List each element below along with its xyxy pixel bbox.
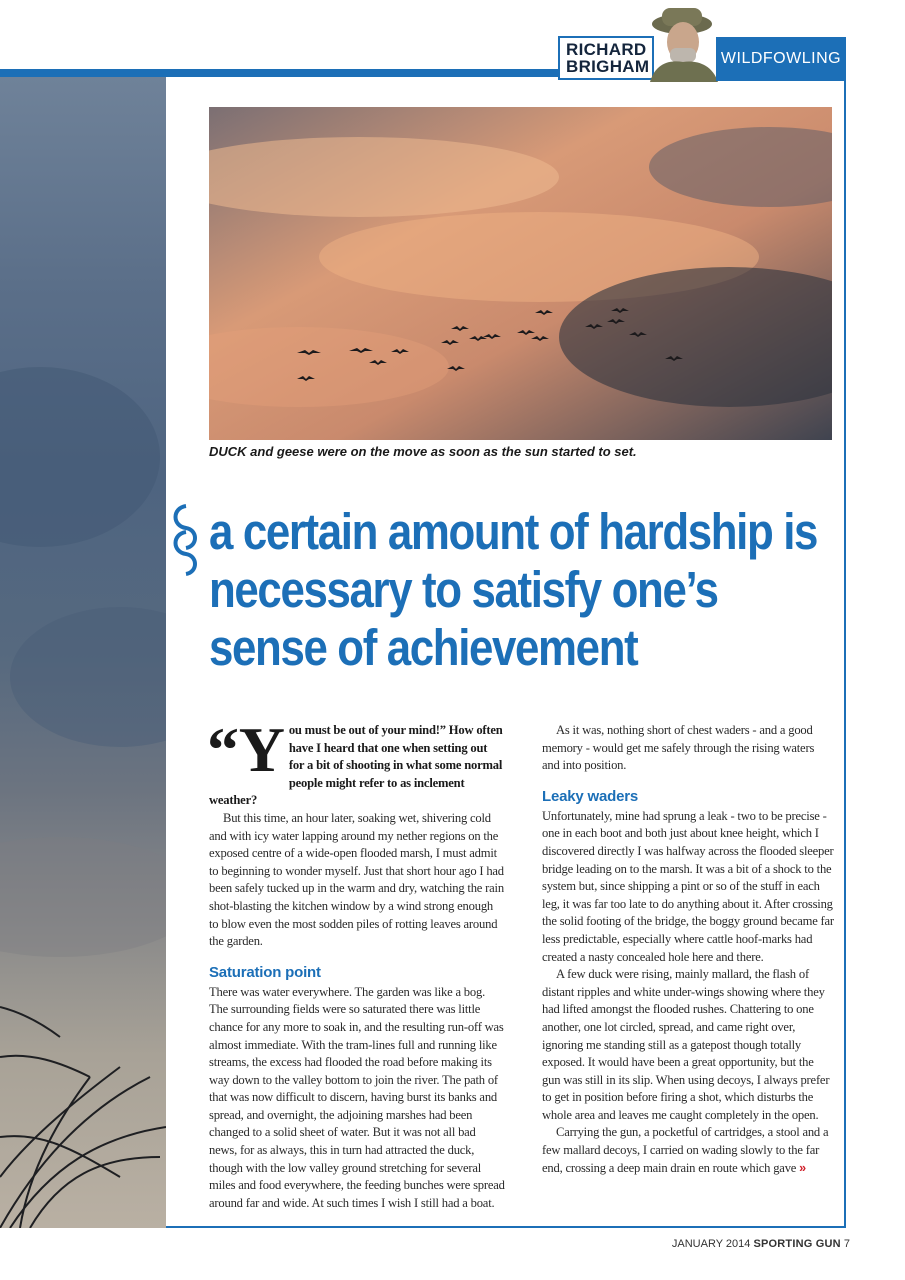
article-lead [207,714,505,810]
drop-cap: “Y [207,714,285,785]
paragraph-2: There was water everywhere. The garden was like a bog. The surrounding fields were so saturated there was little chance for any more to soak in, and the resulting run-off was almost immediate. With the tram-lines full and running like streams, the excess had flooded the road before making its way down to the valley bottom to join the river. The path of that was now difficult to discern, having burst its banks and spread, and overnight, the adjoining marshes had been changed to a solid sheet of water. But it was not all bad news, for as always, this in turn had attracted the duck, though with the low valley ground stretching for several miles and food everywhere, the feeding bunches were spread around far and wide. At such times I wish I still had a boat. [209,984,505,1210]
sky-side-image [0,77,166,1228]
author-name [566,41,656,75]
issue-date: JANUARY 2014 [671,1238,751,1250]
paragraph-4: Unfortunately, mine had sprung a leak - two to be precise - one in each boot and both just about knee height, which I discovered directly I was halfway across the flooded sleeper bridge leading on to the marsh. It was a bit of a shock to the system but, since shipping a pint or so of the stuff in each leg, it was far too late to do anything about it. After crossing the solid footing of the bridge, the boggy ground became far less predictable, especially where cattle hoof-marks had created a nasty concealed hole here and there. [542,808,834,964]
magazine-name: SPORTING GUN [753,1238,841,1250]
lead-text: ou must be out of your mind!” How often have I heard that one when setting out for a bit of shooting in what some normal people might refer to as inclement weather? [209,723,503,808]
subhead-saturation-point: Saturation point [209,963,321,981]
author-badge [558,36,654,80]
quote-mark-icon [168,500,204,580]
sunset-photo [209,107,832,440]
header-rule [0,69,560,77]
paragraph-1: But this time, an hour later, soaking wet, shivering cold and with icy water lapping around my nether regions on the exposed centre of a wide-open flooded marsh, I must admit to beginning to wonder myself. Just that short hour ago I had been safely tucked up in the warm and dry, watching the rain shot-blasting the kitchen window by a wind strong enough to blow even the most sodden piles of rotting leaves around the garden. [209,810,504,949]
article-column-right [542,722,834,1177]
article-column-left [207,714,505,1212]
subhead-leaky-waders: Leaky waders [542,787,638,805]
paragraph-3: As it was, nothing short of chest waders - and a good memory - would get me safely through the rising waters and into position. [542,723,815,773]
pull-quote: a certain amount of hardship is necessary to satisfy one’s sense of achievement [209,503,818,676]
author-photo [646,4,720,82]
author-last-name: BRIGHAM [566,57,650,76]
paragraph-6-text: Carrying the gun, a pocketful of cartridges, a stool and a few mallard decoys, I carried on wading slowly to the far end, crossing a deep main drain en route which gave [542,1125,829,1175]
paragraph-6 [542,1124,834,1177]
author-first-name: RICHARD [566,40,647,59]
paragraph-5: A few duck were rising, mainly mallard, the flash of distant ripples and white under-wings showing where they had lifted amongst the flooded rushes. Chattering to one another, one lot circled, spread, and came right over, ignoring me standing still as a gatepost though totally exposed. It would have been a great opportunity, but the gun was still in its slip. When using decoys, I always prefer to get in position before firing a shot, which disturbs the whole area and leaves me caught completely in the open. [542,967,830,1122]
page-number: 7 [843,1238,850,1250]
page-footer [640,1238,850,1250]
section-label: WILDFOWLING [716,37,846,81]
continue-arrow-icon: » [799,1160,806,1175]
photo-caption: DUCK and geese were on the move as soon as the sun started to set. [209,444,637,459]
